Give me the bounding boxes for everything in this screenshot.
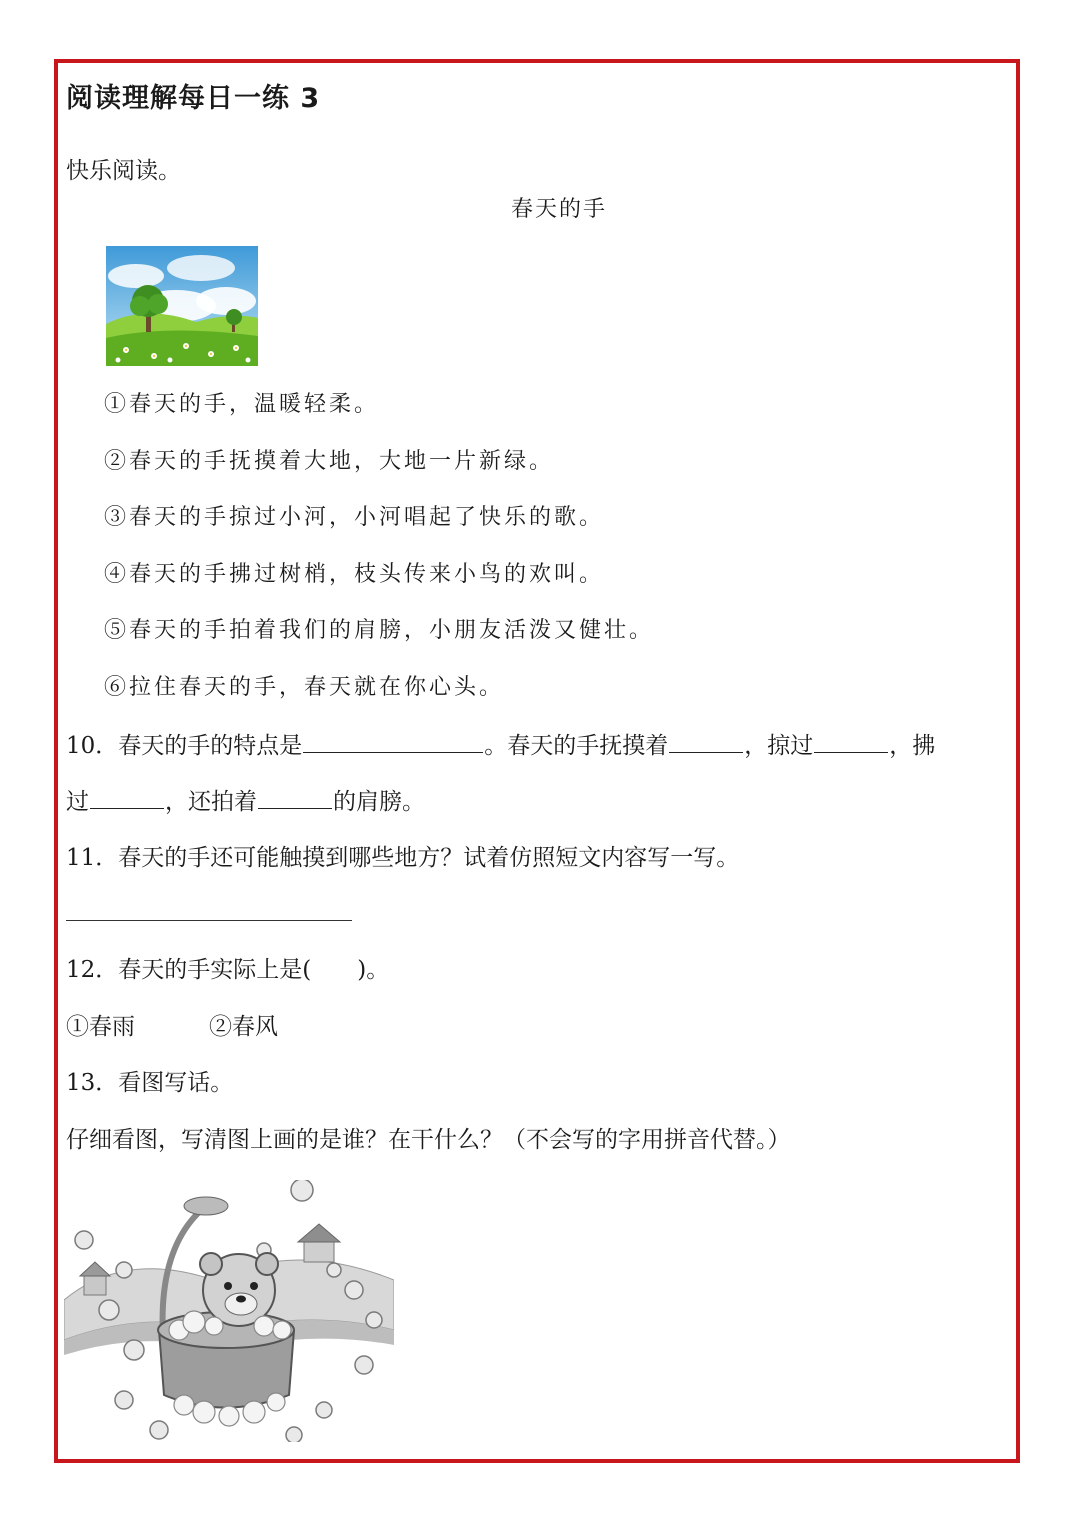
q13-instruction: 仔细看图，写清图上画的是谁？在干什么？（不会写的字用拼音代替。） xyxy=(66,1127,791,1153)
question-10-line-1 xyxy=(66,730,935,761)
question-13: 13．看图写话。 xyxy=(66,1070,234,1096)
question-10-line-2 xyxy=(66,786,425,817)
q12-option-2[interactable]: ②春风 xyxy=(209,1014,278,1040)
poem-line-3: ③春天的手掠过小河，小河唱起了快乐的歌。 xyxy=(104,505,605,530)
intro-text: 快乐阅读。 xyxy=(66,158,181,184)
q10-text-d: ，拂 xyxy=(889,733,936,759)
q10-blank-feature[interactable] xyxy=(303,730,483,753)
bear-bath-image xyxy=(64,1180,394,1442)
question-11: 11．春天的手还可能触摸到哪些地方？试着仿照短文内容写一写。 xyxy=(66,845,740,871)
q12-options xyxy=(66,1012,278,1042)
q10-text-a: 10．春天的手的特点是 xyxy=(66,733,303,759)
question-12: 12．春天的手实际上是( )。 xyxy=(66,957,390,983)
poem-line-6: ⑥拉住春天的手，春天就在你心头。 xyxy=(104,675,505,700)
q10-text-f: ，还拍着 xyxy=(165,789,257,815)
q10-blank-pat[interactable] xyxy=(258,786,332,809)
q10-text-c: ，掠过 xyxy=(744,733,814,759)
q10-blank-touch[interactable] xyxy=(669,730,743,753)
poem-title: 春天的手 xyxy=(510,197,607,222)
q10-blank-skim[interactable] xyxy=(814,730,888,753)
poem-line-2: ②春天的手抚摸着大地，大地一片新绿。 xyxy=(104,449,555,474)
poem-line-4: ④春天的手拂过树梢，枝头传来小鸟的欢叫。 xyxy=(104,562,605,587)
poem-line-1: ①春天的手，温暖轻柔。 xyxy=(104,392,380,417)
q10-text-b: 。春天的手抚摸着 xyxy=(484,733,669,759)
q12-option-1[interactable]: ①春雨 xyxy=(66,1014,135,1040)
q10-text-e: 过 xyxy=(66,789,89,815)
q10-blank-brush[interactable] xyxy=(90,786,164,809)
spring-landscape-image xyxy=(106,246,258,366)
poem-line-5: ⑤春天的手拍着我们的肩膀，小朋友活泼又健壮。 xyxy=(104,618,655,643)
page-title: 阅读理解每日一练 3 xyxy=(66,83,321,114)
q10-text-g: 的肩膀。 xyxy=(333,789,425,815)
q11-answer-line[interactable] xyxy=(66,920,352,921)
